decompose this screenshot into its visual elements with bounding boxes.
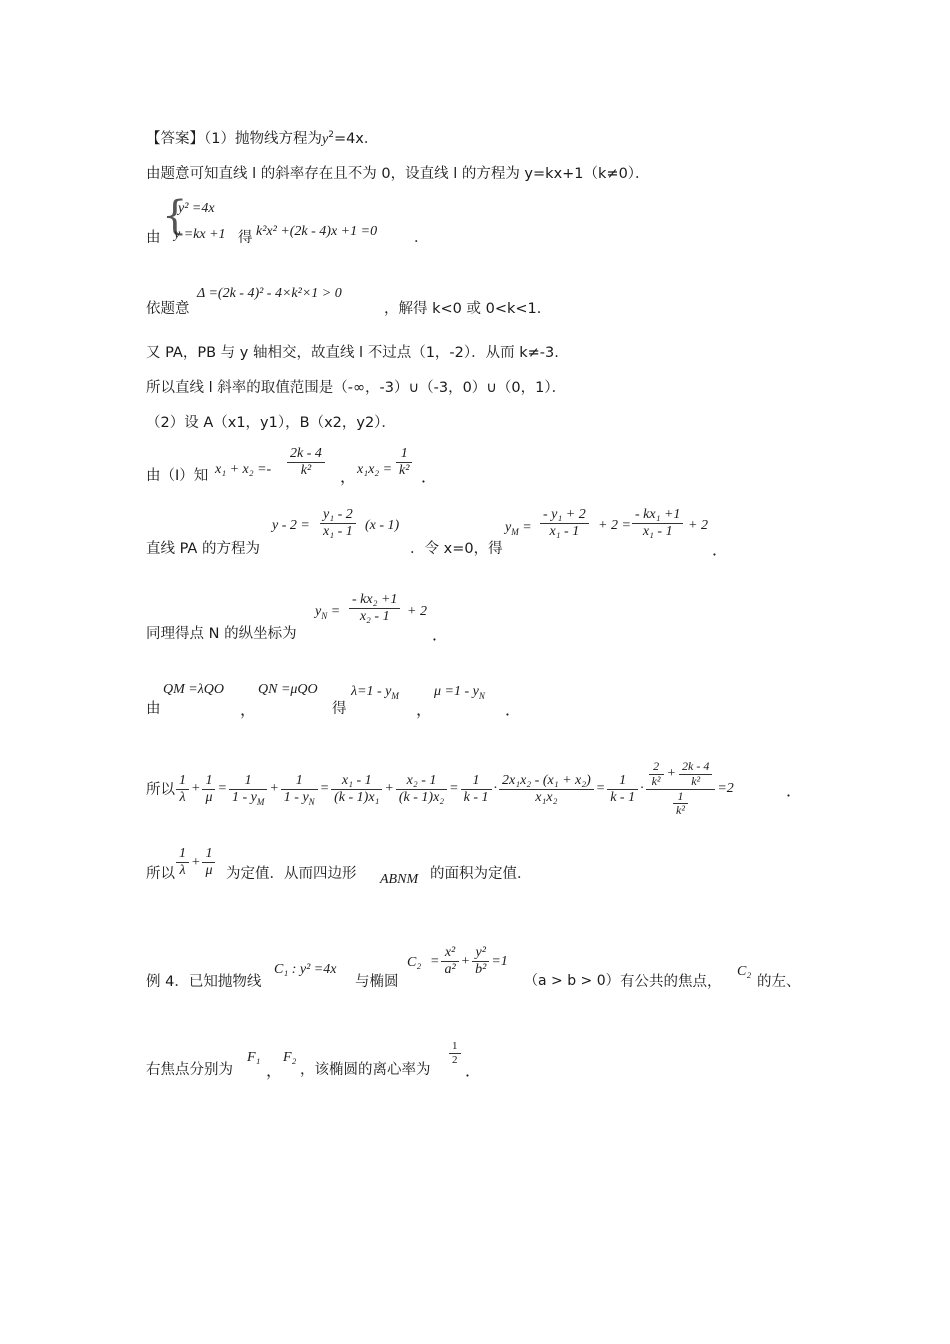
line-13-expr: [176, 846, 215, 879]
sum-f10a: [649, 760, 664, 789]
line-3-end: ．: [414, 230, 429, 246]
line-8-frac1: [287, 446, 325, 479]
sum-f10-den: [646, 790, 716, 819]
sum-f10-num: [646, 760, 716, 790]
line-4-prefix: 依题意: [146, 301, 190, 317]
line-9-eq-left: y - 2 =: [272, 518, 310, 533]
line-8-prefix: 由（I）知: [146, 468, 209, 484]
ellipse-eq: [430, 945, 508, 978]
sum-f9: [607, 773, 638, 806]
sum-f5-num: x₁ - 1: [331, 773, 382, 790]
l13-f1: [176, 846, 189, 879]
l10-num: - kx₂ +1: [349, 592, 400, 609]
sum-f3-den-sub: M: [256, 796, 265, 807]
line-3-sys-bot: y =kx +1: [174, 227, 226, 242]
frac2-den: k²: [399, 463, 410, 479]
sum-f10a-num: 2: [649, 760, 664, 775]
sum-f4-num: 1: [281, 773, 318, 790]
eq: =: [319, 781, 330, 797]
sum-f1: [176, 773, 189, 806]
example-after: 有公共的焦点，: [620, 974, 722, 990]
line-13-prefix: 所以: [146, 866, 175, 882]
sum-f8: [499, 773, 594, 806]
line-5: 又 PA，PB 与 y 轴相交，故直线 l 不过点（1，-2）．从而 k≠-3.: [146, 345, 559, 361]
eq3: λ=1 - y: [351, 684, 392, 699]
ym: y: [505, 520, 512, 535]
yn: y: [315, 604, 322, 619]
line-10-frac: [349, 592, 400, 625]
l9-f1-den: x₁ - 1: [549, 524, 580, 540]
line-10-plus: + 2: [407, 604, 427, 619]
sum-f4-den-sub: N: [308, 796, 315, 807]
sum-f4-den: [281, 790, 318, 806]
l9-f2-num: - kx₁ +1: [632, 507, 683, 524]
line-8-end: ．: [421, 467, 438, 486]
line-8-eq1-left: x₁ + x₂ =-: [215, 462, 272, 477]
eq3-sub: M: [391, 690, 399, 701]
l9-frac-num: y₁ - 2: [320, 507, 356, 524]
yn-sub: N: [321, 610, 328, 621]
sum-f5-den: (k - 1)x₁: [334, 789, 380, 805]
line-11-prefix: 由: [146, 701, 161, 717]
eq4: μ =1 - y: [434, 684, 479, 699]
plus: +: [191, 854, 201, 870]
example-c2b: C₂: [737, 964, 752, 979]
plus: +: [384, 781, 394, 797]
sum-f10b-num: 2k - 4: [679, 760, 712, 775]
sum-f8-num: 2x₁x₂ - (x₁ + x₂): [499, 773, 594, 790]
a2: a²: [444, 962, 456, 978]
line-11-sep: ，: [240, 700, 257, 719]
b2: b²: [475, 962, 487, 978]
line-2: 由题意可知直线 l 的斜率存在且不为 0，设直线 l 的方程为 y=kx+1（k≠0）．: [146, 166, 650, 182]
example-line2-end: ．: [465, 1061, 482, 1080]
sum-f10b-den: k²: [691, 773, 701, 788]
sum-f6-num: x₂ - 1: [396, 773, 447, 790]
l9-f1-num: - y₁ + 2: [540, 507, 589, 524]
plus: +: [191, 781, 201, 797]
l9-f2-den: x₁ - 1: [642, 524, 673, 540]
sum-result: =2: [717, 781, 734, 797]
line-11-end: ．: [505, 700, 522, 719]
example-label: 例 4．已知抛物线: [146, 974, 262, 990]
sum-f3-den-text: 1 - y: [231, 789, 257, 805]
sum-f6: [396, 773, 447, 806]
line-9-eq-right: (x - 1): [365, 518, 400, 533]
line-10-prefix: 同理得点 N 的纵坐标为: [146, 626, 297, 642]
l13-f2-num: 1: [202, 846, 215, 863]
l13-f2: [202, 846, 215, 879]
example-c1: C₁ : y² =4x: [274, 962, 337, 977]
eq: =: [217, 781, 227, 797]
sum-f5: [331, 773, 382, 806]
answer-line: [146, 131, 378, 149]
line-4-suffix: ，解得 k<0 或 0<k<1.: [384, 301, 542, 317]
line-9-frac1: [540, 507, 589, 540]
line-11-eq1: QM =λQO: [163, 682, 225, 697]
sum-f4-den-text: 1 - y: [283, 789, 309, 805]
l13-f1-num: 1: [176, 846, 189, 863]
line-9-ym: $y_M$ =: [505, 520, 532, 537]
eq4-sub: N: [478, 690, 485, 701]
line-11-sep2: ，: [416, 700, 433, 719]
line-8-eq2-left: x₁x₂ =: [357, 462, 393, 477]
sum-f7: [461, 773, 492, 806]
line-3-eq: k²x² +(2k - 4)x +1 =0: [256, 224, 378, 239]
l9-frac-den: x₁ - 1: [323, 524, 353, 540]
example-after2: 的左、: [757, 974, 801, 990]
example-f1: F₁: [247, 1050, 261, 1065]
example-line2-b: ，该椭圆的离心率为: [300, 1062, 431, 1078]
example-with: 与椭圆: [355, 974, 399, 990]
example-comma: ，: [266, 1061, 283, 1080]
example-line2-a: 右焦点分别为: [146, 1062, 233, 1078]
eq-one: =1: [491, 953, 508, 969]
line-3-prefix: 由: [146, 230, 161, 246]
line-9-plus2a: + 2 =: [598, 518, 631, 533]
line-6: 所以直线 l 斜率的取值范围是（-∞，-3）∪（-3，0）∪（0，1）．: [146, 380, 567, 396]
l13-f2-den: μ: [205, 863, 213, 879]
l10-den: x₂ - 1: [359, 609, 390, 625]
sum-f10b: [679, 760, 712, 789]
eq: =: [449, 781, 459, 797]
dot: ·: [640, 781, 644, 797]
x2: x²: [441, 945, 458, 962]
line-9-mid: ．令 x=0，得: [410, 541, 503, 557]
plus: +: [269, 781, 279, 797]
frac2-num: 1: [396, 446, 412, 463]
answer-sup: 2: [328, 130, 334, 141]
line-12-expr: [176, 760, 734, 818]
plus: +: [666, 766, 676, 782]
l13-f1-den: λ: [179, 863, 186, 879]
line-11-eq3: [351, 684, 399, 700]
sum-f2-num: 1: [202, 773, 215, 790]
dot: ·: [493, 781, 497, 797]
sum-f9-den: k - 1: [610, 789, 636, 805]
sum-f3-den: [229, 790, 267, 806]
c2-eq: =: [430, 953, 440, 969]
sum-f1-den: λ: [179, 789, 186, 805]
sum-f10c-num: 1: [673, 790, 688, 805]
ym-sub: M: [511, 526, 519, 537]
line-9-end: ．: [712, 540, 729, 559]
line-7: （2）设 A（x1，y1），B（x2，y2）．: [146, 415, 396, 431]
line-9-prefix: 直线 PA 的方程为: [146, 541, 260, 557]
line-8-frac2: [396, 446, 412, 479]
line-9-frac2: [632, 507, 683, 540]
sum-f7-den: k - 1: [463, 789, 489, 805]
frac1-den: k²: [300, 463, 312, 479]
x2-a2: [441, 945, 458, 978]
line-12-end: ．: [786, 781, 803, 800]
line-3-sys-top: y² =4x: [178, 201, 215, 216]
line-3-mid: 得: [238, 230, 253, 246]
sum-f10a-den: k²: [651, 773, 661, 788]
example-c2: C₂: [407, 955, 422, 970]
example-f2: F₂: [283, 1050, 297, 1065]
brace: {: [162, 193, 188, 239]
sum-f7-num: 1: [461, 773, 492, 790]
line-4-eq: Δ =(2k - 4)² - 4×k²×1 > 0: [197, 286, 342, 301]
sum-f10: [646, 760, 716, 818]
plus: +: [460, 953, 471, 969]
line-11-eq4: [434, 684, 485, 700]
line-13-suffix: 的面积为定值．: [430, 866, 532, 882]
line-13-mid: 为定值．从而四边形: [226, 866, 357, 882]
y2-b2: [472, 945, 489, 978]
answer-eq: y: [321, 132, 329, 147]
line-10-yn: $y_N$ =: [315, 604, 341, 621]
eq: =: [595, 781, 606, 797]
frac1-num: 2k - 4: [287, 446, 325, 463]
answer-tag: 【答案】: [146, 131, 204, 147]
line-8-sep: ，: [340, 467, 357, 486]
line-9-plus2b: + 2: [688, 518, 708, 533]
example-cond: （a > b > 0）: [524, 973, 620, 989]
line-12-prefix: 所以: [146, 782, 175, 798]
sum-f4: [281, 773, 318, 806]
sum-f1-num: 1: [176, 773, 189, 790]
sum-f2: [202, 773, 215, 806]
sum-f3: [229, 773, 267, 806]
sum-f8-den: x₁x₂: [535, 789, 558, 805]
line-10-end: ．: [432, 625, 449, 644]
sum-f2-den: μ: [205, 789, 213, 805]
answer-rest: =4x．: [333, 131, 379, 147]
line-11-mid: 得: [332, 701, 347, 717]
half-den: 2: [452, 1053, 458, 1066]
sum-f10c: [673, 790, 688, 819]
line-13-abnm: ABNM: [380, 872, 419, 887]
sum-f9-num: 1: [607, 773, 638, 790]
half-num: 1: [449, 1040, 461, 1054]
half: [449, 1040, 461, 1066]
y2: y²: [472, 945, 489, 962]
sum-f6-den: (k - 1)x₂: [398, 789, 445, 805]
sum-f3-num: 1: [229, 773, 267, 790]
sum-f10c-den: k²: [676, 803, 685, 818]
line-11-eq2: QN =μQO: [258, 682, 318, 697]
answer-text: （1）抛物线方程为: [204, 131, 322, 147]
line-9-frac: [320, 507, 356, 540]
